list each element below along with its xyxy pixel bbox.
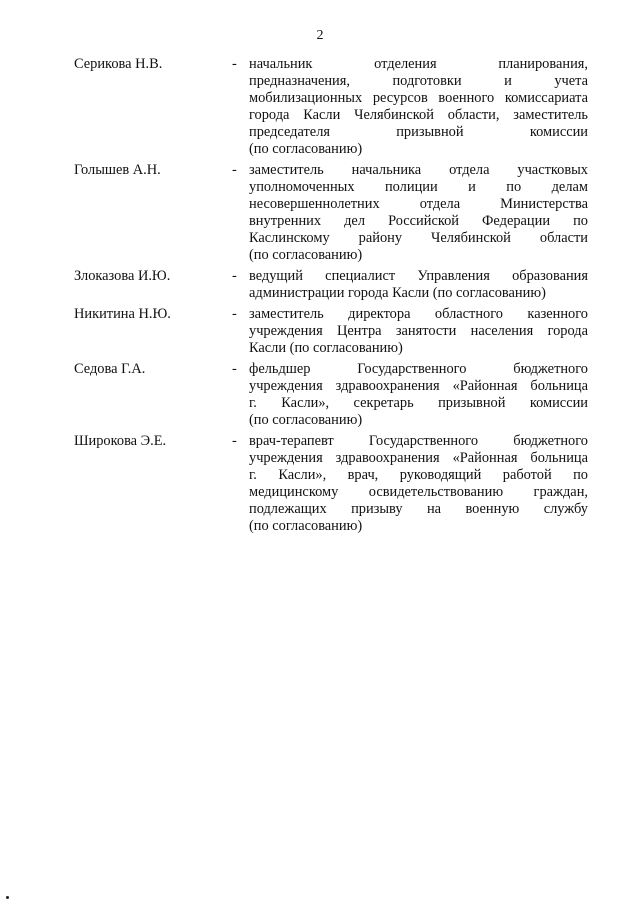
position-line: врач-терапевт Государственного бюджетного — [249, 433, 588, 449]
member-position — [249, 56, 588, 158]
member-dash: - — [232, 162, 237, 178]
position-line: (по согласованию) — [249, 518, 363, 534]
position-line: мобилизационных ресурсов военного комиссариата — [249, 90, 588, 106]
member-name: Никитина Н.Ю. — [74, 306, 171, 322]
member-name: Голышев А.Н. — [74, 162, 161, 178]
member-row — [74, 268, 594, 302]
position-line: учреждения Центра занятости населения города — [249, 323, 588, 339]
position-line: (по согласованию) — [249, 141, 363, 157]
position-line: подлежащих призыву на военную службу — [249, 501, 588, 517]
member-name: Широкова Э.Е. — [74, 433, 167, 449]
position-line: администрации города Касли (по согласованию) — [249, 285, 546, 301]
member-row — [74, 56, 594, 158]
member-position — [249, 306, 588, 357]
page-number: 2 — [316, 28, 324, 43]
member-position — [249, 162, 588, 264]
position-line: предназначения, подготовки и учета — [249, 73, 588, 89]
position-line: учреждения здравоохранения «Районная больница — [249, 378, 588, 394]
position-line: города Касли Челябинской области, заместитель — [249, 107, 588, 123]
member-name: Злоказова И.Ю. — [74, 268, 171, 284]
member-dash: - — [232, 433, 237, 449]
position-line: (по согласованию) — [249, 412, 363, 428]
member-position — [249, 268, 588, 302]
member-row — [74, 306, 594, 357]
position-line: медицинскому освидетельствованию граждан, — [249, 484, 588, 500]
position-line: несовершеннолетних отдела Министерства — [249, 196, 588, 212]
position-line: г. Касли», секретарь призывной комиссии — [249, 395, 588, 411]
member-name: Серикова Н.В. — [74, 56, 163, 72]
position-line: фельдшер Государственного бюджетного — [249, 361, 588, 377]
position-line: заместитель начальника отдела участковых — [249, 162, 588, 178]
position-line: начальник отделения планирования, — [249, 56, 588, 72]
position-line: ведущий специалист Управления образования — [249, 268, 588, 284]
member-row — [74, 361, 594, 429]
member-position — [249, 361, 588, 429]
member-dash: - — [232, 361, 237, 377]
member-position — [249, 433, 588, 535]
position-line: Касли (по согласованию) — [249, 340, 403, 356]
position-line: Каслинскому району Челябинской области — [249, 230, 588, 246]
member-dash: - — [232, 268, 237, 284]
commission-members-list — [74, 56, 594, 539]
position-line: заместитель директора областного казенного — [249, 306, 588, 322]
position-line: (по согласованию) — [249, 247, 363, 263]
position-line: уполномоченных полиции и по делам — [249, 179, 588, 195]
scan-speck — [6, 896, 9, 899]
position-line: г. Касли», врач, руководящий работой по — [249, 467, 588, 483]
member-row — [74, 162, 594, 264]
member-dash: - — [232, 56, 237, 72]
position-line: учреждения здравоохранения «Районная больница — [249, 450, 588, 466]
position-line: председателя призывной комиссии — [249, 124, 588, 140]
member-dash: - — [232, 306, 237, 322]
member-name: Седова Г.А. — [74, 361, 146, 377]
position-line: внутренних дел Российской Федерации по — [249, 213, 588, 229]
member-row — [74, 433, 594, 535]
